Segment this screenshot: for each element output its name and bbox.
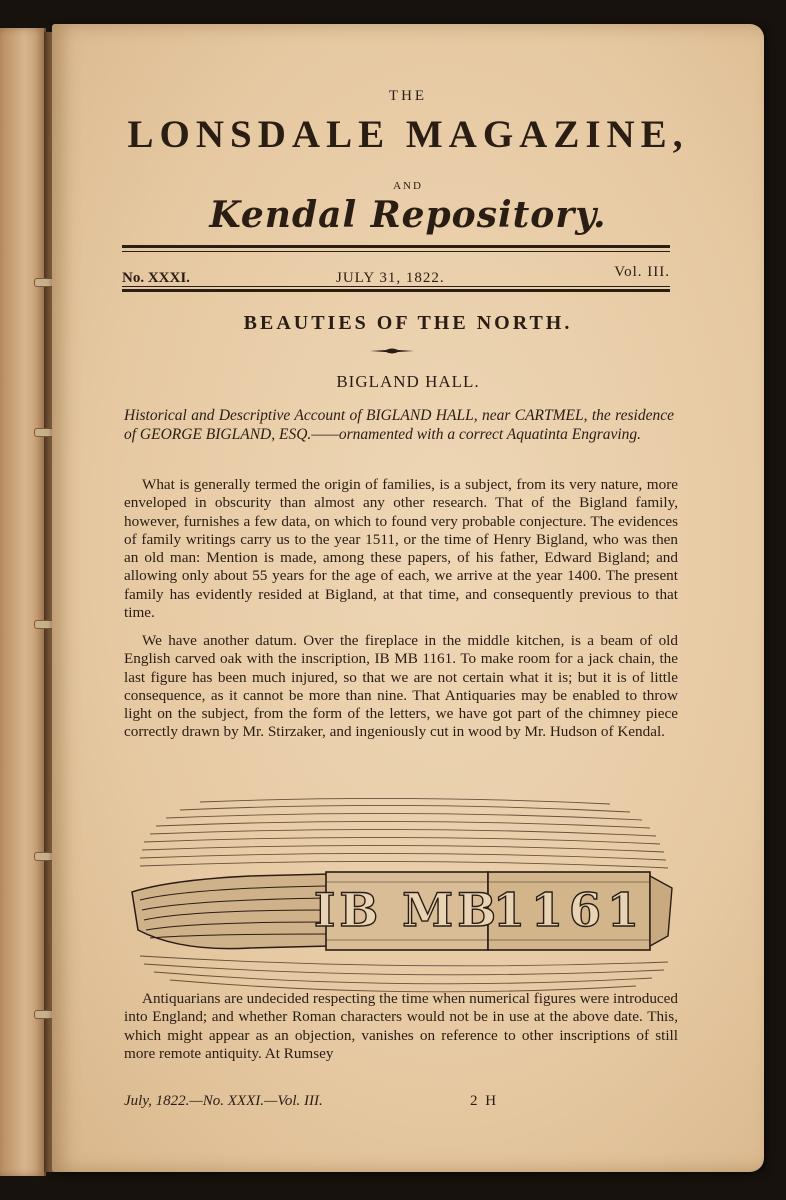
issue-date: JULY 31, 1822. xyxy=(336,270,445,286)
masthead-rule-top-thin xyxy=(122,251,670,252)
issue-number: No. XXXI. xyxy=(122,270,190,286)
paragraph: We have another datum. Over the fireplace in the middle kitchen, is a beam of old English carved oak with the inscription, IB MB 1161. To make room for a jack chain, the last figure has been much injured, so that we are not certain what it is; but it is of little consequence, as it cannot be more than nine. That Antiquaries may be enabled to throw light on the subject, from the form of the letters, we have got part of the chimney piece correctly drawn by Mr. Stirzaker, and ingeniously cut in wood by Mr. Hudson of Kendal. xyxy=(124,632,678,741)
woodcut-chimney-piece xyxy=(130,796,674,1006)
printer-signature: 2 H xyxy=(470,1093,499,1109)
section-heading: BEAUTIES OF THE NORTH. xyxy=(243,312,573,334)
magazine-page xyxy=(52,24,764,1172)
paragraph: Antiquarians are undecided respecting the time when numerical figures were introduced into England; and whether Roman characters would not be in use at the above date. This, which might appear as an objection, vanishes on reference to other inscriptions of still more remote antiquity. At Rumsey xyxy=(124,990,678,1062)
magazine-title: LONSDALE MAGAZINE, xyxy=(127,113,689,156)
ornament-divider-icon xyxy=(370,346,414,356)
woodcut-inscription-left: IB MB xyxy=(313,883,501,937)
page-footer xyxy=(124,1093,674,1110)
masthead-the: THE xyxy=(388,88,428,104)
volume-number: Vol. III. xyxy=(614,264,670,280)
facing-page-edge xyxy=(0,28,46,1176)
masthead-rule-bottom-thin xyxy=(122,286,670,287)
woodcut-inscription-right: 1161 xyxy=(492,883,646,937)
paragraph: What is generally termed the origin of families, is a subject, from its very nature, more enveloped in obscurity than almost any other research. That of the Bigland family, however, furnishes a few data, on which to found very probable conjecture. The evidences of family writings carry us to the year 1511, or the time of Henry Bigland, who was then an old man: Mention is made, among these papers, of his father, Edward Bigland; and allowing only about 55 years for the age of each, we arrive at the year 1400. The present family has evidently resided at Bigland, at that time, and consequently previous to that time. xyxy=(124,476,678,622)
masthead-rule-top xyxy=(122,245,670,248)
magazine-subtitle: Kendal Repository. xyxy=(209,194,607,236)
issue-info-row xyxy=(122,264,670,290)
article-subheading: Historical and Descriptive Account of BIGLAND HALL, near CARTMEL, the residence of GEORGE BIGLAND, ESQ.——ornamented with a correct Aquatinta Engraving. xyxy=(124,407,674,443)
masthead-rule-bottom xyxy=(122,289,670,292)
footer-issue-line: July, 1822.—No. XXXI.—Vol. III. xyxy=(124,1093,323,1109)
article-title: BIGLAND HALL. xyxy=(336,372,480,391)
masthead-and: AND xyxy=(393,180,423,192)
